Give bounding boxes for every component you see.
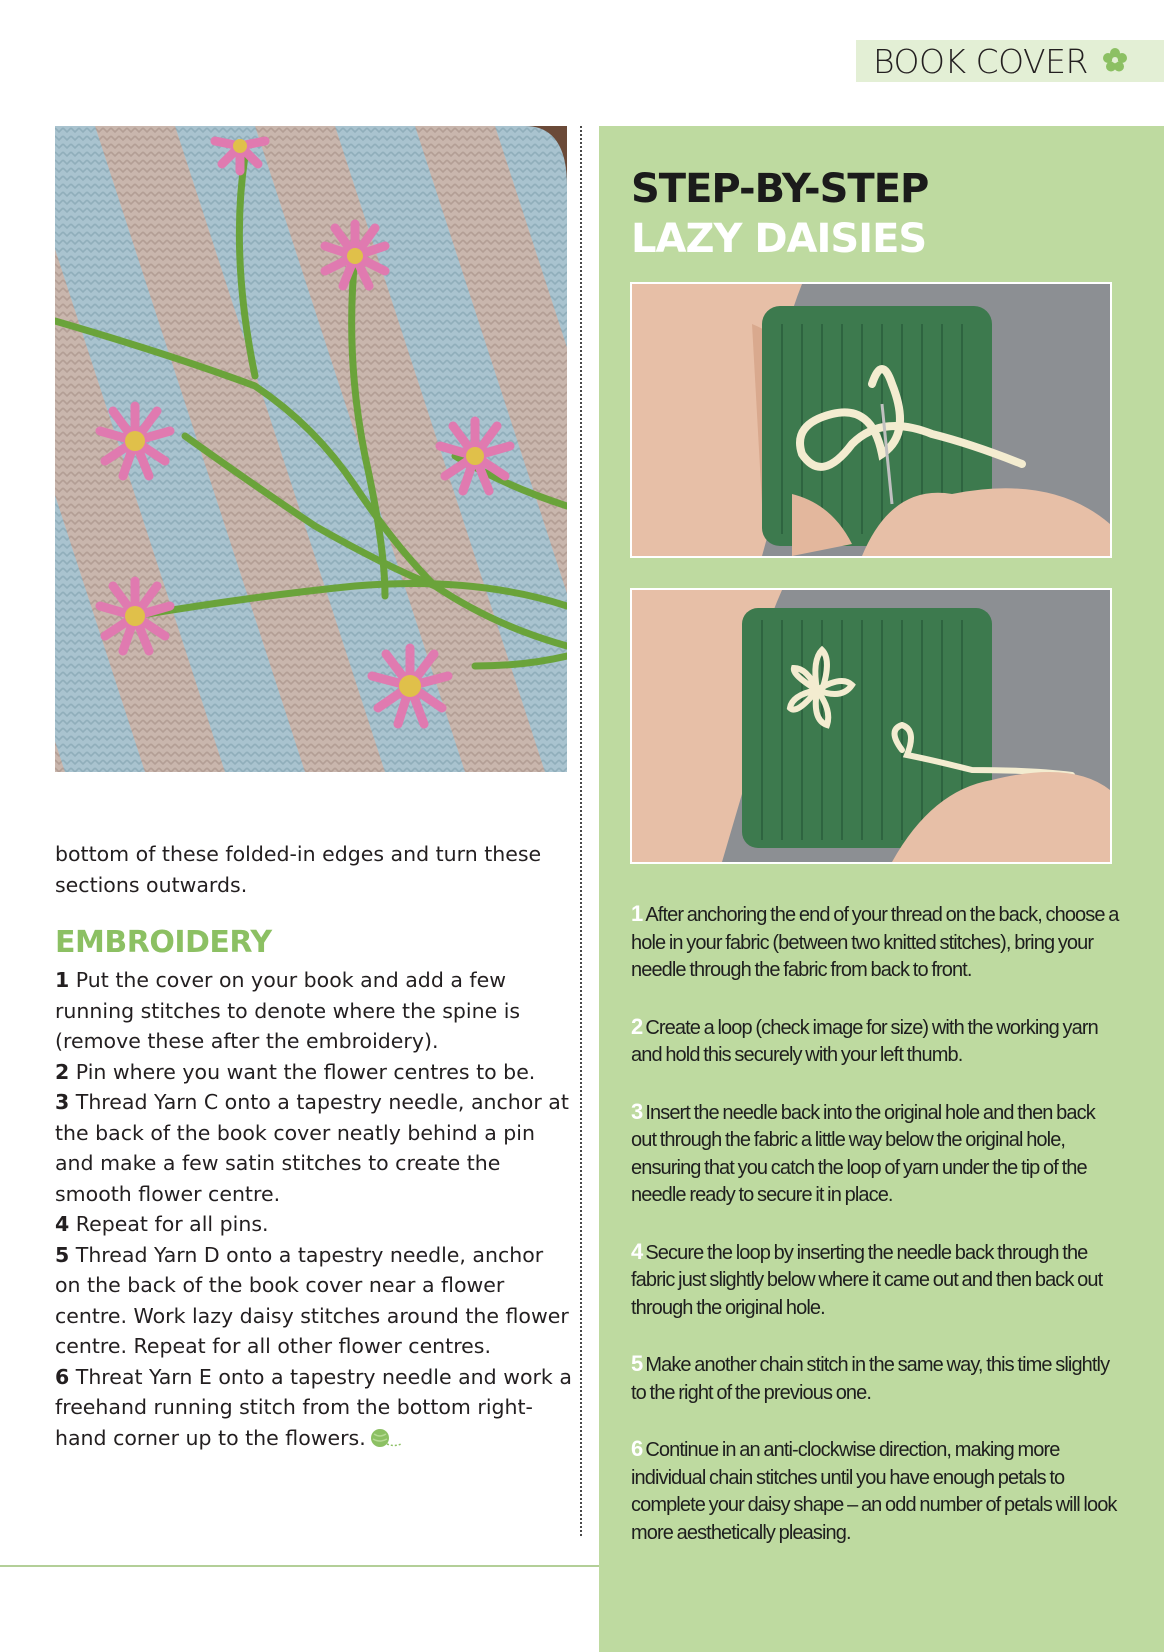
step-number: 2 <box>631 1013 643 1039</box>
step-item-1 <box>631 900 1121 985</box>
step-item-2 <box>631 1013 1121 1070</box>
heading-line-1: STEP-BY-STEP <box>631 166 929 212</box>
step-text: Secure the loop by inserting the needle back through the fabric just slightly below where it came out and then back out through the original hole. <box>631 1241 1103 1319</box>
item-number: 3 <box>55 1090 70 1114</box>
step-by-step-heading <box>631 164 928 264</box>
step-item-5 <box>631 1350 1121 1407</box>
column-divider <box>580 126 582 1536</box>
footer-rule <box>0 1565 599 1567</box>
step-list <box>631 900 1121 1575</box>
section-title: BOOK COVER <box>873 42 1088 81</box>
heading-line-2: LAZY DAISIES <box>631 216 927 262</box>
item-text: Pin where you want the flower centres to be. <box>75 1059 536 1084</box>
flower-icon <box>1102 47 1128 73</box>
step-photo-daisy <box>630 588 1112 864</box>
embroidery-item-4 <box>55 1209 575 1240</box>
item-text: Put the cover on your book and add a few running stitches to denote where the spine is (remove these after the embroidery). <box>55 968 521 1053</box>
item-number: 2 <box>55 1059 70 1084</box>
step-text: Create a loop (check image for size) with the working yarn and hold this securely with your left thumb. <box>631 1016 1098 1066</box>
embroidery-item-6 <box>55 1362 575 1454</box>
item-number: 1 <box>55 968 70 992</box>
step-number: 1 <box>631 901 643 926</box>
embroidery-item-1 <box>55 965 575 1057</box>
step-number: 5 <box>631 1351 643 1376</box>
item-text: Thread Yarn D onto a tapestry needle, anchor on the back of the book cover near a flower centre. Work lazy daisy stitches around the flower centre. Repeat for all other flower centres. <box>55 1242 569 1358</box>
step-text: Continue in an anti-clockwise direction, making more individual chain stitches until you have enough petals to complete your daisy shape – an odd number of petals will look more aesthetically pleasing. <box>631 1439 1117 1544</box>
embroidery-section <box>55 925 575 1453</box>
embroidery-item-5 <box>55 1240 575 1362</box>
yarn-ball-icon <box>370 1428 402 1448</box>
step-photo-loop <box>630 282 1112 558</box>
step-item-6 <box>631 1435 1121 1547</box>
item-number: 5 <box>55 1242 70 1267</box>
intro-paragraph: bottom of these folded-in edges and turn these sections outwards. <box>55 842 542 897</box>
step-item-4 <box>631 1238 1121 1323</box>
embroidery-heading: EMBROIDERY <box>55 925 272 960</box>
embroidery-item-2 <box>55 1057 575 1088</box>
embroidered-cover-photo <box>55 126 567 772</box>
step-text: Insert the needle back into the original hole and then back out through the fabric a little way below the original hole, ensuring that you catch the loop of yarn under the tip of the needle ready to secure it in place. <box>631 1101 1095 1206</box>
item-number: 4 <box>55 1212 70 1236</box>
step-text: Make another chain stitch in the same way, this time slightly to the right of the previous one. <box>631 1354 1110 1404</box>
step-item-3 <box>631 1098 1121 1210</box>
step-number: 4 <box>631 1238 643 1264</box>
step-number: 6 <box>631 1436 643 1461</box>
item-text: Thread Yarn C onto a tapestry needle, anchor at the back of the book cover neatly behind a pin and make a few satin stitches to create the smooth flower centre. <box>55 1090 569 1206</box>
item-text: Threat Yarn E onto a tapestry needle and work a freehand running stitch from the bottom right-hand corner up to the flowers. <box>55 1364 572 1450</box>
step-number: 3 <box>631 1098 643 1124</box>
embroidery-item-3 <box>55 1087 575 1209</box>
item-text: Repeat for all pins. <box>75 1212 269 1236</box>
item-number: 6 <box>55 1364 70 1389</box>
step-text: After anchoring the end of your thread on the back, choose a hole in your fabric (between two knitted stitches), bring your needle through the fabric from back to front. <box>631 904 1119 981</box>
